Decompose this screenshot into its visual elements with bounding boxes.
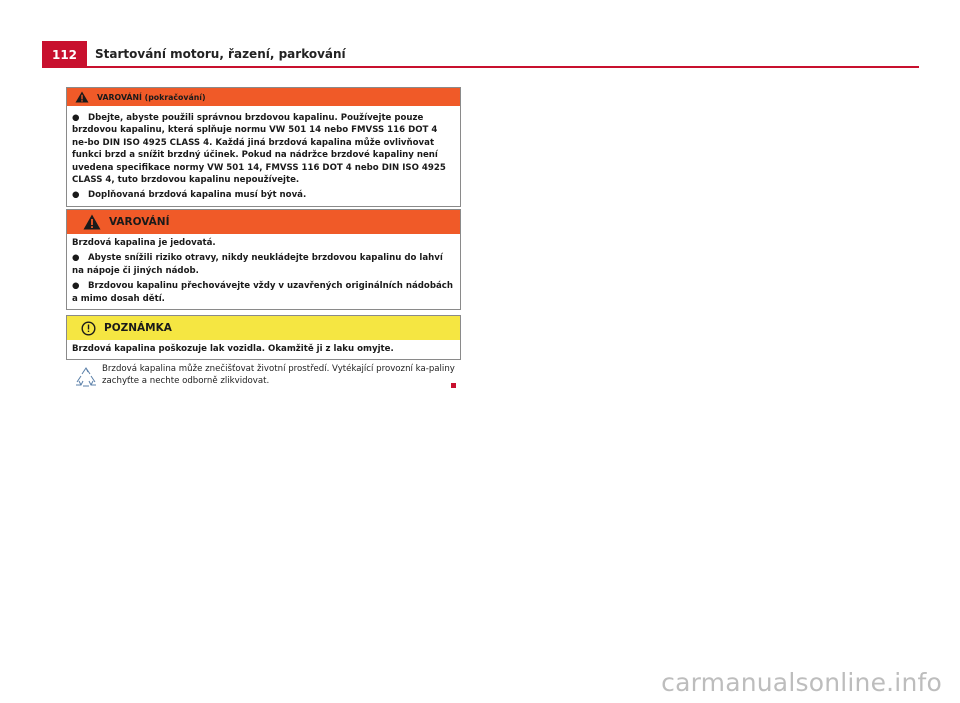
recycle-icon xyxy=(74,366,98,392)
list-item: ● Doplňovaná brzdová kapalina musí být nová. xyxy=(72,190,307,201)
note-box xyxy=(66,315,461,360)
list-item: ● Dbejte, abyste použili správnou brzdovou kapalinu. Používejte pouze brzdovou kapalinu, která splňuje normu VW 501 14 nebo FMVSS 116 DOT 4 ne-bo DIN ISO 4925 CLASS 4. Každá jiná brzdová kapalina může ovlivňovat funkci brzd a snížit brzdný účinek. Pokud na nádržce brzdové kapaliny není uvedena specifikace normy VW 501 14, FMVSS 116 DOT 4 nebo DIN ISO 4925 CLASS 4, tuto brzdovou kapalinu nepoužívejte. xyxy=(72,113,446,186)
note-header xyxy=(67,316,460,340)
list-item: ● Brzdovou kapalinu přechovávejte vždy v uzavřených originálních nádobách a mimo dosah dětí. xyxy=(72,281,453,304)
warning-triangle-icon xyxy=(83,214,101,230)
header-divider xyxy=(87,66,919,68)
warning-intro: Brzdová kapalina je jedovatá. xyxy=(72,238,216,248)
note-text: Brzdová kapalina poškozuje lak vozidla. Okamžitě ji z laku omyjte. xyxy=(72,344,394,354)
note-title: POZNÁMKA xyxy=(104,322,172,334)
chapter-title: Startování motoru, řazení, parkování xyxy=(95,47,346,61)
watermark: carmanualsonline.info xyxy=(661,668,942,697)
page-header xyxy=(42,41,919,68)
environment-note xyxy=(74,364,474,394)
section-end-marker xyxy=(451,383,456,388)
warning-continued-header xyxy=(67,88,460,106)
warning-header xyxy=(67,210,460,234)
warning-box xyxy=(66,209,461,310)
warning-continued-box xyxy=(66,87,461,207)
list-item: ● Abyste snížili riziko otravy, nikdy neukládejte brzdovou kapalinu do lahví na nápoje či jiných nádob. xyxy=(72,253,443,276)
environment-text: Brzdová kapalina může znečišťovat životní prostředí. Vytékající provozní ka-paliny zachyťte a nechte odborně zlikvidovat. xyxy=(102,364,455,386)
warning-triangle-icon xyxy=(75,91,89,103)
warning-title: VAROVÁNÍ xyxy=(109,216,170,228)
exclamation-circle-icon xyxy=(81,321,96,336)
warning-continued-title: VAROVÁNÍ (pokračování) xyxy=(97,92,206,102)
page-number: 112 xyxy=(42,41,87,68)
